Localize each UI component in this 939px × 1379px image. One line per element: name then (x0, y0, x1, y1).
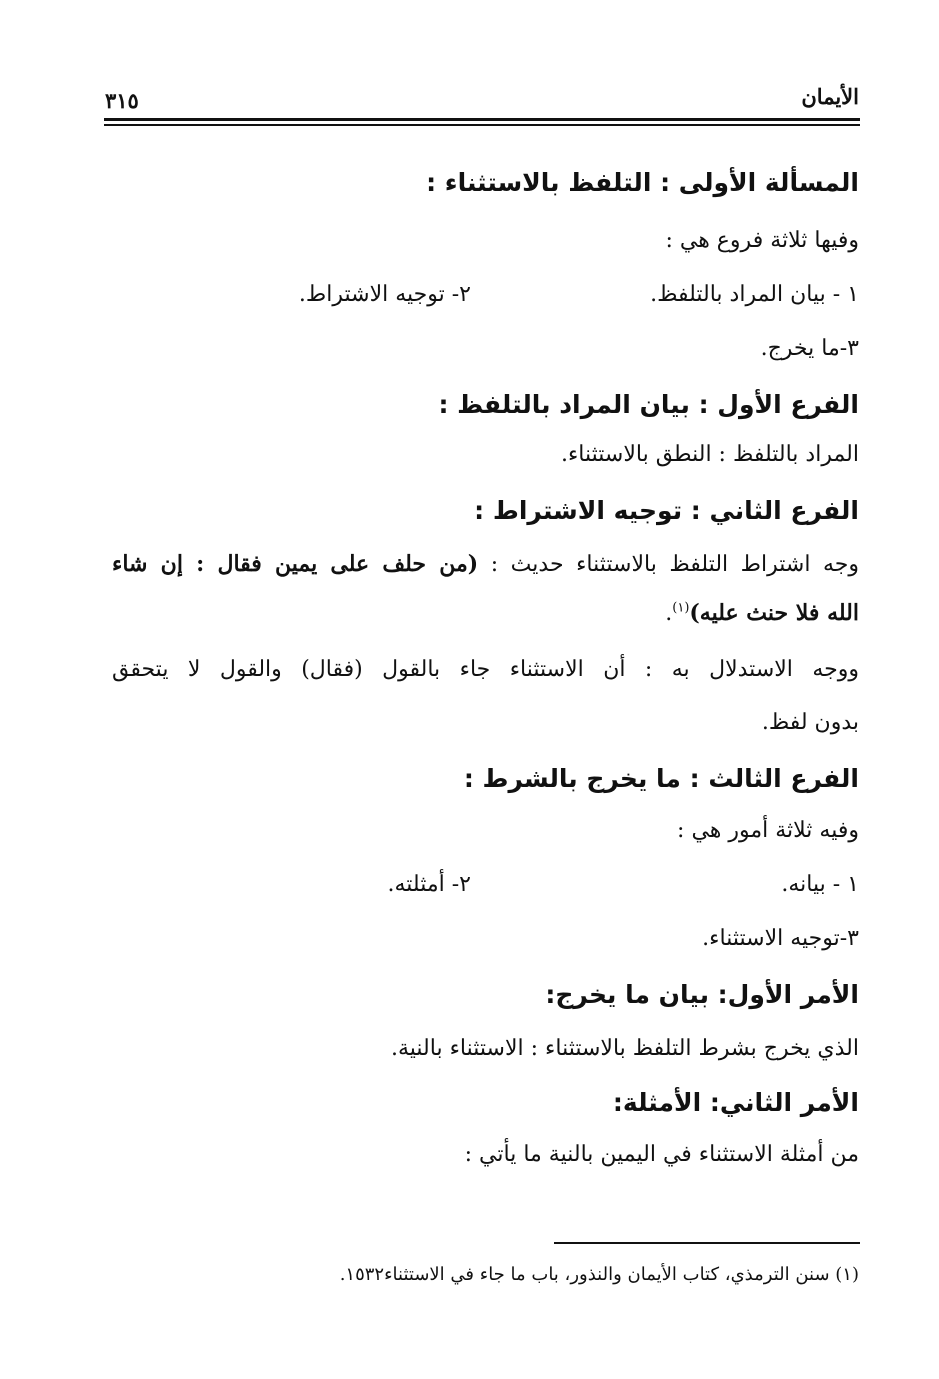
list-item: ٢- توجيه الاشتراط. (298, 282, 471, 307)
paragraph: الذي يخرج بشرط التلفظ بالاستثناء : الاستثناء بالنية. (390, 1036, 859, 1061)
header-rule-thick (104, 118, 860, 121)
paragraph: المراد بالتلفظ : النطق بالاستثناء. (560, 442, 859, 467)
period: . (665, 601, 673, 626)
paragraph: من أمثلة الاستثناء في اليمين بالنية ما يأتي : (464, 1142, 859, 1167)
branch-heading: الفرع الثاني : توجيه الاشتراط : (474, 496, 859, 525)
hadith-line (112, 551, 859, 577)
hadith-intro: وجه اشتراط التلفظ بالاستثناء حديث : (490, 552, 860, 577)
hadith-quote: (من حلف على يمين فقال : إن شاء (112, 551, 479, 577)
section-intro: وفيها ثلاثة فروع هي : (665, 228, 859, 253)
paragraph: بدون لفظ. (761, 710, 859, 735)
running-header-title: الأيمان (801, 84, 859, 109)
header-rule-thin (104, 124, 860, 126)
list-item: ١ - بيانه. (781, 872, 859, 897)
paragraph: ووجه الاستدلال به : أن الاستثناء جاء بالقول (فقال) والقول لا يتحقق (112, 657, 859, 682)
footnote-ref[interactable]: (١) (672, 600, 690, 616)
list-item: ٣-توجيه الاستثناء. (702, 926, 859, 951)
page-number: ٣١٥ (105, 88, 139, 113)
matter-heading: الأمر الثاني: الأمثلة: (612, 1088, 859, 1117)
branch-heading: الفرع الأول : بيان المراد بالتلفظ : (438, 390, 859, 419)
matter-heading: الأمر الأول: بيان ما يخرج: (545, 980, 859, 1009)
hadith-quote-end: الله فلا حنث عليه) (689, 600, 859, 626)
section-heading: المسألة الأولى : التلفظ بالاستثناء : (426, 168, 859, 197)
branch-intro: وفيه ثلاثة أمور هي : (677, 818, 859, 843)
footnote-rule (554, 1242, 860, 1244)
list-item: ٣-ما يخرج. (760, 336, 859, 361)
hadith-line-continued (665, 600, 859, 626)
list-item: ١ - بيان المراد بالتلفظ. (650, 282, 859, 307)
list-item: ٢- أمثلته. (387, 872, 471, 897)
footnote: (١) سنن الترمذي، كتاب الأيمان والنذور، باب ما جاء في الاستثناء١٥٣٢. (339, 1264, 859, 1285)
branch-heading: الفرع الثالث : ما يخرج بالشرط : (463, 764, 859, 793)
